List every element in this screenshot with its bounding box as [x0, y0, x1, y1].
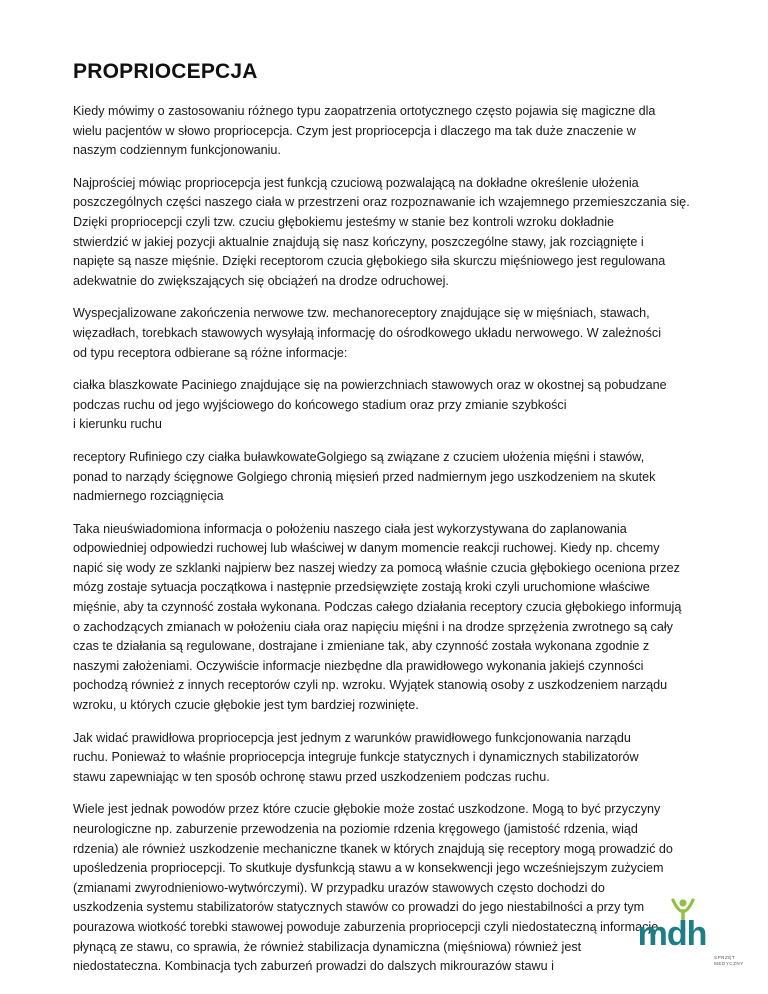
text-line: Wiele jest jednak powodów przez które czucie głębokie może zostać uszkodzone. Mogą to być przyczyny [73, 802, 661, 817]
mdh-logo [626, 893, 718, 985]
text-line: naszym codziennym funkcjonowaniu. [73, 143, 281, 158]
text-line: pochodzą również z innych receptorów czyli np. wzroku. Wyjątek stanowią osoby z uszkodzeniem narządu [73, 678, 668, 693]
text-line: odpowiedniej odpowiedzi ruchowej lub właściwej w danym momencie reakcji ruchowej. Kiedy np. chcemy [73, 541, 660, 556]
text-line: płynącą ze stawu, co sprawia, że również stabilizacja dynamiczna (mięśniowa) również jest [73, 939, 582, 954]
logo-wordmark: mdh [637, 915, 707, 953]
text-line: napięte są nasze mięśnie. Dzięki receptorom czucia głębokiego siła skurczu mięśniowego jest regulowana [73, 254, 666, 269]
text-line: stwierdzić w jakiej pozycji aktualnie znajdują się nasz kończyny, poszczególne stawy, jak rozciągnięte i [73, 234, 644, 249]
text-line: Kiedy mówimy o zastosowaniu różnego typu zaopatrzenia ortotycznego często pojawia się magiczne dla [73, 104, 656, 118]
logo-tagline-line: SPRZĘT [714, 955, 736, 960]
text-line: poszczególnych części naszego ciała w przestrzeni oraz rozpoznawanie ich wzajemnego przemieszczania się. [73, 195, 690, 210]
logo-figure-head [679, 899, 686, 906]
paragraph [73, 174, 713, 292]
text-line: upośledzenia propriocepcji. To skutkuje dysfunkcją stawu a w konsekwencji jego wcześniejszym zużyciem [73, 861, 664, 876]
text-line: czas te działania są regulowane, dostrajane i zmieniane tak, aby czynność została wykonana zgodnie z [73, 639, 650, 654]
text-line: więzadłach, torebkach stawowych wysyłają informację do ośrodkowego układu nerwowego. W zależności [73, 325, 661, 340]
text-line: rdzenia) ale również uszkodzenie mechaniczne tkanek w których znajdują się receptory mogą prowadzić do [73, 841, 673, 856]
text-line: od typu receptora odbierane są różne informacje: [73, 345, 348, 360]
document-page [73, 60, 713, 990]
logo-tagline-line: MEDYCZNY [714, 960, 744, 966]
paragraph [73, 520, 713, 716]
text-line: (zmianami zwyrodnieniowo-wytwórczymi). W przypadku urazów stawowych często dochodzi do [73, 880, 605, 895]
text-line: Jak widać prawidłowa propriocepcja jest jednym z warunków prawidłowego funkcjonowania narządu [73, 730, 631, 745]
text-line: wzroku, u których czucie głębokie jest tym bardziej rozwinięte. [73, 698, 419, 713]
text-line: mięśnie, aby ta czynność została wykonana. Podczas całego działania receptory czucia głębokiego informują [73, 600, 682, 615]
text-line: napić się wody ze szklanki najpierw bez naszej wiedzy za pomocą właśnie czucia głębokiego oceniona przez [73, 560, 680, 575]
text-line: pourazowa wiotkość torebki stawowej powoduje zaburzenia propriocepcji czyli niedostateczną informację [73, 919, 659, 934]
paragraph [73, 304, 713, 363]
text-line: niedostateczna. Kombinacja tych zaburzeń prowadzi do dalszych mikrourazów stawu i [73, 959, 554, 974]
text-line: ruchu. Ponieważ to właśnie propriocepcja integruje funkcje statycznych i dynamicznych stabilizatorów [73, 750, 639, 765]
text-line: stawu zapewniając w ten sposób ochronę stawu przed uszkodzeniem podczas ruchu. [73, 769, 550, 784]
logo-tagline [714, 955, 744, 966]
text-line: Taka nieuświadomiona informacja o położeniu naszego ciała jest wykorzystywana do zaplanowania [73, 521, 627, 536]
text-line: o zachodzących zmianach w położeniu ciała oraz napięciu mięśni i na drodze sprzężenia zwrotnego są cały [73, 619, 673, 634]
text-line: adekwatnie do zwiększających się obciążeń na drodze odruchowej. [73, 273, 449, 288]
text-line: podczas ruchu od jego wyjściowego do końcowego stadium oraz przy zmianie szybkości [73, 397, 567, 412]
paragraph [73, 376, 713, 435]
page-title: PROPRIOCEPCJA [73, 60, 258, 83]
text-line: nadmiernego rozciągnięcia [73, 489, 224, 504]
paragraph [73, 800, 713, 976]
text-line: ciałka blaszkowate Paciniego znajdujące się na powierzchniach stawowych oraz w okostnej są pobudzane [73, 378, 667, 393]
text-line: i kierunku ruchu [73, 417, 162, 432]
text-line: Wyspecjalizowane zakończenia nerwowe tzw. mechanoreceptory znajdujące się w mięśniach, stawach, [73, 306, 650, 321]
text-line: Dzięki propriocepcji czyli tzw. czuciu głębokiemu jesteśmy w stanie bez kontroli wzroku dokładnie [73, 214, 615, 229]
paragraph [73, 448, 713, 507]
text-line: receptory Rufiniego czy ciałka buławkowateGolgiego są związane z czuciem ułożenia mięśni i stawów, [73, 449, 645, 464]
text-line: neurologiczne np. zaburzenie przewodzenia na poziomie rdzenia kręgowego (jamistość rdzenia, wiąd [73, 822, 638, 836]
text-line: wielu pacjentów w słowo propriocepcja. Czym jest propriocepcja i dlaczego ma tak duże znaczenie w [73, 123, 636, 138]
paragraph [73, 729, 713, 788]
text-line: Najprościej mówiąc propriocepcja jest funkcją czuciową pozwalającą na dokładne określenie ułożenia [73, 175, 639, 190]
text-line: ponad to narządy ścięgnowe Golgiego chronią mięsień przed nadmiernym jego uszkodzeniem na skutek [73, 469, 656, 484]
text-line: naszymi założeniami. Oczywiście informacje niezbędne dla prawidłowego wykonania jakiejś czynności [73, 658, 644, 673]
text-line: mózg zostaje sytuacja początkowa i następnie przedsięwzięte zostają kroki czyli uruchomione właściwe [73, 580, 650, 595]
text-line: uszkodzenia systemu stabilizatorów statycznych stawów co prowadzi do jego niestabilności a przy tym [73, 900, 645, 915]
paragraph [73, 102, 713, 161]
